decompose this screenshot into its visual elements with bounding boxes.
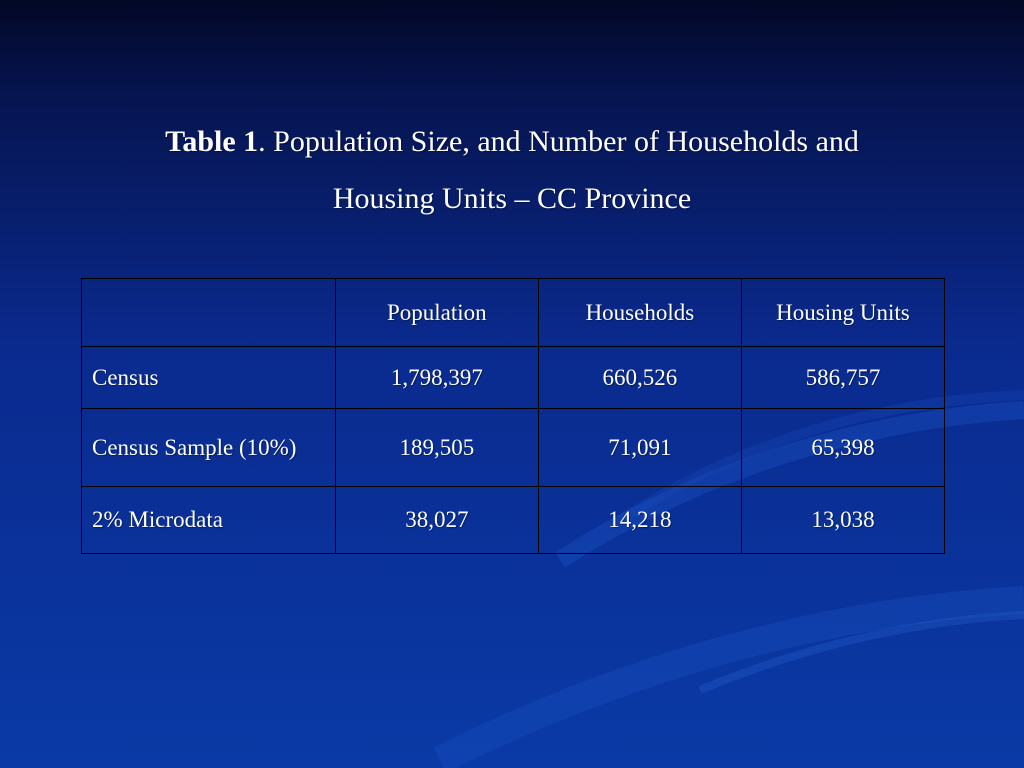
header-cell-population: Population: [335, 279, 538, 347]
row-label: 2% Microdata: [82, 487, 336, 554]
slide-title: [62, 113, 962, 227]
header-cell-households: Households: [538, 279, 741, 347]
table-header-row: [82, 279, 945, 347]
cell-value: 71,091: [608, 434, 672, 460]
row-label: Census Sample (10%): [82, 409, 336, 487]
cell-households: [538, 487, 741, 554]
table-row: [82, 347, 945, 409]
cell-value: 38,027: [405, 507, 469, 532]
cell-housing-units: [741, 347, 944, 409]
cell-value: 660,526: [602, 364, 678, 390]
title-bold-label: Table 1: [165, 125, 259, 158]
cell-households: [538, 409, 741, 487]
cell-population: [335, 409, 538, 487]
population-table: [81, 278, 945, 554]
title-line-2: Housing Units – CC Province: [332, 182, 692, 215]
cell-value: 189,505: [399, 434, 475, 460]
row-label: Census: [82, 347, 336, 409]
cell-population: [335, 347, 538, 409]
table-row: [82, 487, 945, 554]
cell-housing-units: [741, 487, 944, 554]
cell-value: 14,218: [608, 507, 672, 532]
cell-value: 65,398: [811, 434, 875, 460]
table-row: [82, 409, 945, 487]
cell-value: 13,038: [811, 507, 875, 532]
title-line-1: [62, 113, 962, 170]
header-cell-empty: [82, 279, 336, 347]
cell-value: 1,798,397: [390, 364, 483, 390]
header-cell-housing-units: Housing Units: [741, 279, 944, 347]
cell-households: [538, 347, 741, 409]
cell-housing-units: [741, 409, 944, 487]
cell-population: [335, 487, 538, 554]
cell-value: 586,757: [805, 364, 881, 390]
title-line-1-text: . Population Size, and Number of Households and: [258, 125, 859, 158]
